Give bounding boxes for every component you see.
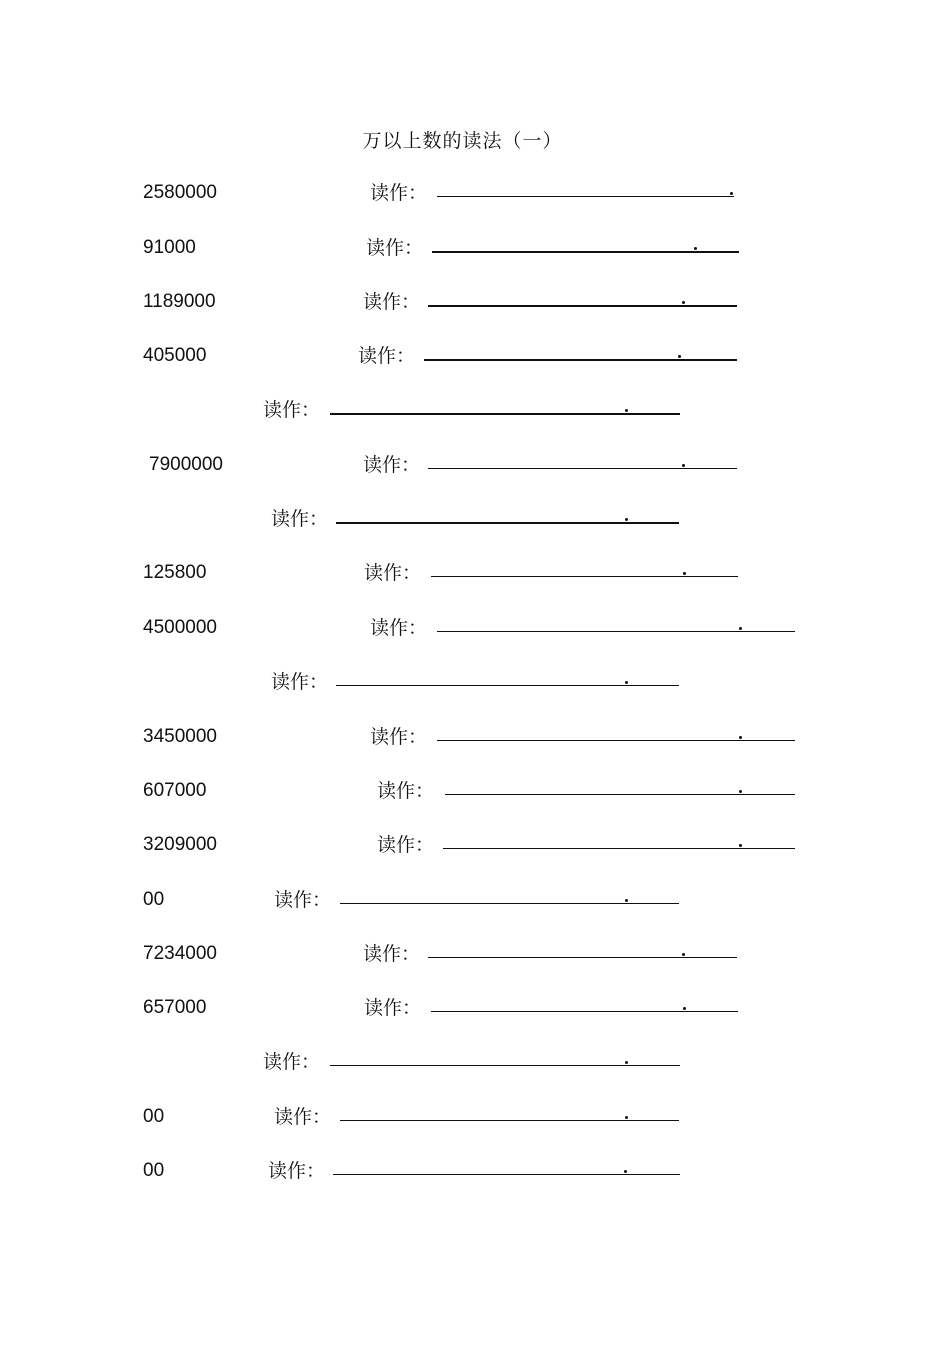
exercise-number: 2580000 (143, 182, 217, 203)
exercise-number: 125800 (143, 562, 207, 583)
read-as-label: 读作： (271, 671, 329, 693)
exercise-row (0, 506, 950, 536)
period-mark (625, 518, 628, 521)
period-mark (683, 1007, 686, 1010)
answer-blank-line[interactable] (428, 468, 737, 469)
exercise-row (0, 669, 950, 699)
answer-blank-line[interactable] (443, 848, 795, 849)
read-as-label: 读作： (363, 291, 421, 313)
read-as-label: 读作： (377, 834, 435, 856)
exercise-row (0, 343, 950, 373)
period-mark (625, 681, 628, 684)
exercise-row (0, 289, 950, 319)
exercise-number: 4500000 (143, 617, 217, 638)
answer-blank-line[interactable] (336, 685, 679, 686)
exercise-row (0, 887, 950, 917)
exercise-row (0, 995, 950, 1025)
period-mark (739, 736, 742, 739)
exercise-number: 405000 (143, 345, 207, 366)
exercise-number: 7234000 (143, 943, 217, 964)
period-mark (739, 790, 742, 793)
period-mark (739, 844, 742, 847)
period-mark (625, 1116, 628, 1119)
period-mark (730, 192, 733, 195)
exercise-row (0, 1049, 950, 1079)
answer-blank-line[interactable] (428, 305, 737, 307)
read-as-label: 读作： (363, 943, 421, 965)
read-as-label: 读作： (370, 617, 428, 639)
period-mark (625, 899, 628, 902)
answer-blank-line[interactable] (431, 576, 738, 577)
exercise-row (0, 941, 950, 971)
exercise-row (0, 397, 950, 427)
exercise-number: 00 (143, 1106, 165, 1127)
read-as-label: 读作： (263, 1051, 321, 1073)
read-as-label: 读作： (268, 1160, 326, 1182)
answer-blank-line[interactable] (445, 794, 795, 795)
exercise-number: 91000 (143, 237, 196, 258)
answer-blank-line[interactable] (330, 413, 680, 415)
read-as-label: 读作： (364, 562, 422, 584)
read-as-label: 读作： (274, 1106, 332, 1128)
period-mark (624, 1170, 627, 1173)
read-as-label: 读作： (271, 508, 329, 530)
period-mark (682, 464, 685, 467)
exercise-row (0, 1158, 950, 1188)
answer-blank-line[interactable] (437, 631, 795, 632)
exercise-number: 00 (143, 889, 165, 910)
page-title: 万以上数的读法（一） (362, 130, 563, 152)
exercise-number: 3450000 (143, 726, 217, 747)
exercise-row (0, 180, 950, 210)
period-mark (739, 627, 742, 630)
read-as-label: 读作： (370, 726, 428, 748)
exercise-row (0, 778, 950, 808)
read-as-label: 读作： (363, 454, 421, 476)
read-as-label: 读作： (366, 237, 424, 259)
period-mark (625, 409, 628, 412)
answer-blank-line[interactable] (428, 957, 737, 958)
read-as-label: 读作： (370, 182, 428, 204)
exercise-row (0, 615, 950, 645)
answer-blank-line[interactable] (333, 1174, 680, 1175)
answer-blank-line[interactable] (340, 1120, 679, 1121)
exercise-number: 657000 (143, 997, 207, 1018)
exercise-row (0, 560, 950, 590)
read-as-label: 读作： (377, 780, 435, 802)
period-mark (694, 247, 697, 250)
exercise-number: 1189000 (143, 291, 216, 312)
answer-blank-line[interactable] (431, 1011, 738, 1012)
answer-blank-line[interactable] (437, 196, 734, 197)
answer-blank-line[interactable] (336, 522, 679, 524)
read-as-label: 读作： (358, 345, 416, 367)
period-mark (682, 301, 685, 304)
read-as-label: 读作： (263, 399, 321, 421)
exercise-row (0, 724, 950, 754)
period-mark (678, 355, 681, 358)
exercise-number: 00 (143, 1160, 165, 1181)
answer-blank-line[interactable] (437, 740, 795, 741)
period-mark (625, 1061, 628, 1064)
exercise-number: 607000 (143, 780, 207, 801)
exercise-number: 7900000 (149, 454, 223, 475)
answer-blank-line[interactable] (340, 903, 679, 904)
exercise-row (0, 832, 950, 862)
period-mark (682, 953, 685, 956)
exercise-row (0, 235, 950, 265)
answer-blank-line[interactable] (432, 251, 739, 253)
period-mark (683, 572, 686, 575)
exercise-row (0, 1104, 950, 1134)
read-as-label: 读作： (274, 889, 332, 911)
answer-blank-line[interactable] (424, 359, 737, 361)
answer-blank-line[interactable] (330, 1065, 680, 1066)
exercise-number: 3209000 (143, 834, 217, 855)
exercise-row (0, 452, 950, 482)
read-as-label: 读作： (364, 997, 422, 1019)
